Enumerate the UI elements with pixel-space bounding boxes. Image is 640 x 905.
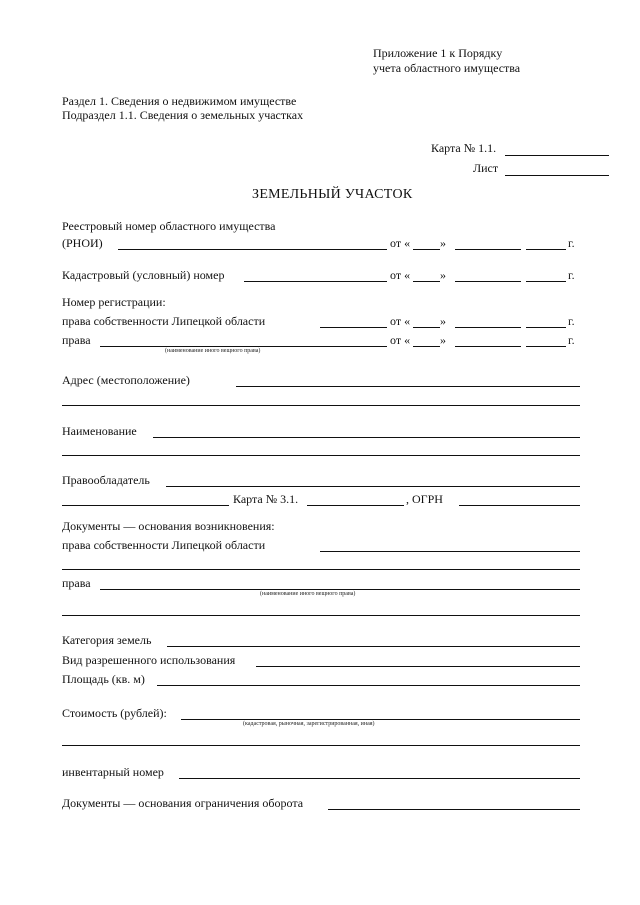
date-quote: » <box>440 236 446 250</box>
card-number-field[interactable] <box>505 155 609 156</box>
right-date-year[interactable] <box>526 346 566 347</box>
date-year: г. <box>568 333 575 347</box>
inventory-number-field[interactable] <box>179 778 580 779</box>
cost-label: Стоимость (рублей): <box>62 706 167 720</box>
docs-ownership-field[interactable] <box>320 551 580 552</box>
date-from: от « <box>390 333 411 347</box>
land-category-label: Категория земель <box>62 633 152 647</box>
ownership-registration-field[interactable] <box>320 327 387 328</box>
address-label: Адрес (местоположение) <box>62 373 190 387</box>
date-from: от « <box>390 268 411 282</box>
permitted-use-label: Вид разрешенного использования <box>62 653 236 667</box>
appendix-line-2: учета областного имущества <box>373 61 521 75</box>
card-label: Карта № 1.1. <box>431 141 497 155</box>
registry-date-year[interactable] <box>526 249 566 250</box>
ogrn-field[interactable] <box>459 505 580 506</box>
docs-origin-label: Документы — основания возникновения: <box>62 519 275 533</box>
cadastral-date-year[interactable] <box>526 281 566 282</box>
cost-field-line-2[interactable] <box>62 745 580 746</box>
cadastral-date-month[interactable] <box>455 281 521 282</box>
area-label: Площадь (кв. м) <box>62 672 145 686</box>
cadastral-label: Кадастровый (условный) номер <box>62 268 225 282</box>
ownership-date-year[interactable] <box>526 327 566 328</box>
date-from: от « <box>390 236 411 250</box>
holder-label: Правообладатель <box>62 473 150 487</box>
card-31-number-field[interactable] <box>307 505 404 506</box>
page-title: ЗЕМЕЛЬНЫЙ УЧАСТОК <box>252 187 413 202</box>
ownership-lipetsk-label: права собственности Липецкой области <box>62 314 266 328</box>
registry-date-day[interactable] <box>413 249 440 250</box>
name-label: Наименование <box>62 424 137 438</box>
right-date-month[interactable] <box>455 346 521 347</box>
docs-restriction-label: Документы — основания ограничения оборота <box>62 796 304 810</box>
section-title: Раздел 1. Сведения о недвижимом имуществе <box>62 94 297 108</box>
sheet-number-field[interactable] <box>505 175 609 176</box>
land-category-field[interactable] <box>167 646 580 647</box>
holder-field[interactable] <box>166 486 580 487</box>
ogrn-label: , ОГРН <box>406 492 443 506</box>
other-right-caption-2: (наименование иного вещного права) <box>260 591 356 597</box>
docs-restriction-field[interactable] <box>328 809 580 810</box>
docs-other-right-field-line-2[interactable] <box>62 615 580 616</box>
cadastral-number-field[interactable] <box>244 281 387 282</box>
date-year: г. <box>568 314 575 328</box>
docs-ownership-field-line-2[interactable] <box>62 569 580 570</box>
name-field-line-2[interactable] <box>62 455 580 456</box>
name-field[interactable] <box>153 437 580 438</box>
date-quote: » <box>440 314 446 328</box>
ownership-lipetsk-label-2: права собственности Липецкой области <box>62 538 266 552</box>
cost-field[interactable] <box>181 719 580 720</box>
right-date-day[interactable] <box>413 346 440 347</box>
docs-other-right-field[interactable] <box>100 589 580 590</box>
appendix-line-1: Приложение 1 к Порядку <box>373 46 503 60</box>
ownership-date-day[interactable] <box>413 327 440 328</box>
date-quote: » <box>440 333 446 347</box>
registry-label-abbr: (РНОИ) <box>62 236 103 250</box>
card-31-label: Карта № 3.1. <box>233 492 299 506</box>
cadastral-date-day[interactable] <box>413 281 440 282</box>
date-from: от « <box>390 314 411 328</box>
date-year: г. <box>568 268 575 282</box>
address-field-line-2[interactable] <box>62 405 580 406</box>
other-right-field[interactable] <box>100 346 387 347</box>
subsection-title: Подраздел 1.1. Сведения о земельных участках <box>62 108 304 122</box>
date-quote: » <box>440 268 446 282</box>
holder-field-line-2[interactable] <box>62 505 229 506</box>
registry-number-field[interactable] <box>118 249 387 250</box>
cost-caption: (кадастровая, рыночная, зарегистрированная, иная) <box>243 721 375 727</box>
right-label: права <box>62 333 91 347</box>
address-field[interactable] <box>236 386 580 387</box>
date-year: г. <box>568 236 575 250</box>
right-label-2: права <box>62 576 91 590</box>
area-field[interactable] <box>157 685 580 686</box>
registration-label: Номер регистрации: <box>62 295 166 309</box>
other-right-caption: (наименование иного вещного права) <box>165 348 261 354</box>
inventory-label: инвентарный номер <box>62 765 164 779</box>
permitted-use-field[interactable] <box>256 666 580 667</box>
ownership-date-month[interactable] <box>455 327 521 328</box>
sheet-label: Лист <box>473 161 499 175</box>
registry-label: Реестровый номер областного имущества <box>62 219 276 233</box>
registry-date-month[interactable] <box>455 249 521 250</box>
